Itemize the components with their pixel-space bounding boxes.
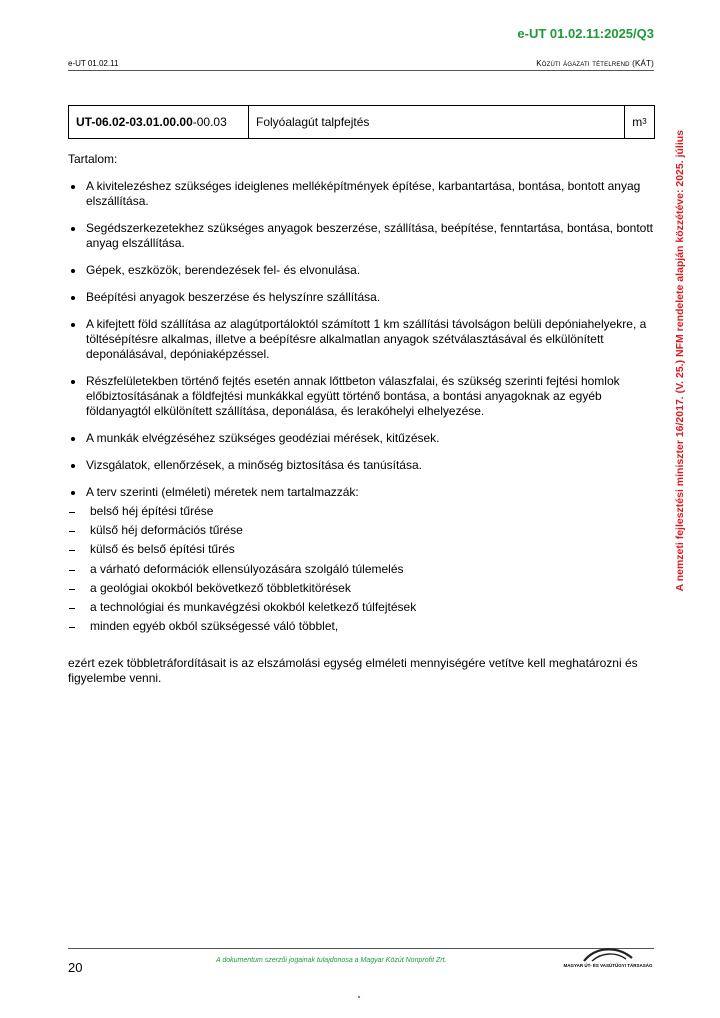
item-unit: m [632, 115, 643, 129]
bullet-item: Gépek, eszközök, berendezések fel- és elvonulása. [68, 263, 658, 278]
dash-list [68, 504, 658, 638]
content-section [68, 152, 658, 698]
header-divider [68, 70, 654, 71]
item-unit-cell: m 3 [632, 115, 647, 129]
company-logo [562, 948, 654, 972]
dash-item: a várható deformációk ellensúlyozására szolgáló túlemelés [68, 562, 658, 581]
stray-mark [358, 996, 360, 998]
page-number: 20 [68, 960, 83, 975]
bullet-item: A munkák elvégzéséhez szükséges geodéziai mérések, kitűzések. [68, 431, 658, 446]
dash-item: a technológiai és munkavégzési okokból keletkező túlfejtések [68, 600, 658, 619]
side-publication-note [670, 96, 690, 626]
dash-item: külső héj deformációs tűrése [68, 523, 658, 542]
bullet-item: A terv szerinti (elméleti) méretek nem tartalmazzák: [68, 485, 658, 500]
dash-item: minden egyéb okból szükségessé váló többlet, [68, 619, 658, 638]
side-note-text: A nemzeti fejlesztési miniszter 16/2017. (V. 25.) NFM rendelete alapján közzétéve: 2025. július [674, 130, 686, 592]
logo-text: MAGYAR ÚT- ÉS VASÚTÜGYI TÁRSASÁG [563, 963, 653, 968]
bullet-item: A kifejtett föld szállítása az alagútportáloktól számított 1 km szállítási távolságon belüli depóniahelyekre, a töltésépítésre alkalmas, illetve a beépítésre alkalmatlan anyagok szétválasztásával és elkülönített deponálásával, depóniaképzéssel. [68, 317, 658, 362]
item-table [68, 105, 655, 139]
closing-paragraph: ezért ezek többletráfordításait is az elszámolási egység elméleti mennyiségére vetítve kell meghatározni és figyelembe venni. [68, 656, 638, 686]
dash-item: külső és belső építési tűrés [68, 542, 658, 561]
item-code-main: UT-06.02-03.01.00.00 [76, 115, 193, 129]
bullet-item: Vizsgálatok, ellenőrzések, a minőség biztosítása és tanúsítása. [68, 458, 658, 473]
bullet-item: Részfelületekben történő fejtés esetén annak lőttbeton válaszfalai, és szükség szerinti fejtési homlok előbiztosításának a földfejtési munkákkal együtt történő bontása, a bontási anyagoknak az egyéb földanyagtól elkülönített szállítása, deponálása, és lerakóhelyi elhelyezése. [68, 374, 658, 419]
item-name-cell: Folyóalagút talpfejtés [249, 106, 625, 138]
bullet-item: Segédszerkezetekhez szükséges anyagok beszerzése, szállítása, beépítése, fenntartása, bontása, bontott anyag elszállítása. [68, 221, 658, 251]
bullet-item: A kivitelezéshez szükséges ideiglenes melléképítmények építése, karbantartása, bontása, bontott anyag elszállítása. [68, 179, 658, 209]
item-code-cell [69, 106, 249, 138]
header-left-text: e-UT 01.02.11 [68, 59, 119, 68]
item-code-suffix: -00.03 [192, 115, 227, 129]
header-right-text: Közúti ágazati tételrend (KÁT) [536, 59, 654, 68]
logo-arc-icon [582, 948, 634, 962]
bullet-item: Beépítési anyagok beszerzése és helyszínre szállítása. [68, 290, 658, 305]
content-title: Tartalom: [68, 152, 118, 166]
dash-item: belső héj építési tűrése [68, 504, 658, 523]
document-code: e-UT 01.02.11:2025/Q3 [517, 26, 654, 41]
bullet-list [68, 179, 658, 500]
dash-item: a geológiai okokból bekövetkező többletkitörések [68, 581, 658, 600]
copyright-notice: A dokumentum szerzői jogainak tulajdonosa a Magyar Közút Nonprofit Zrt. [216, 957, 447, 964]
